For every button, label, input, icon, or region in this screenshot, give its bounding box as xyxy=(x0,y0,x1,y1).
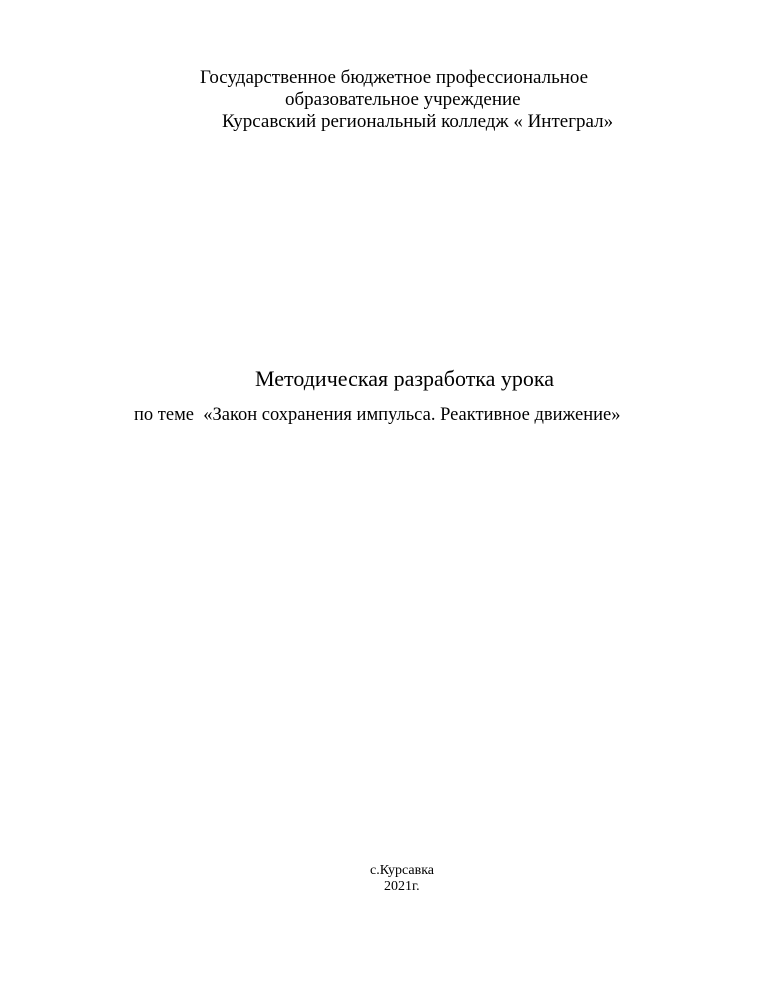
topic-text: «Закон сохранения импульса. Реактивное движение» xyxy=(203,405,621,425)
document-topic xyxy=(134,406,621,425)
institution-line-2: образовательное учреждение xyxy=(285,89,521,110)
topic-prefix: по теме xyxy=(134,405,194,425)
document-title: Методическая разработка урока xyxy=(255,366,555,391)
institution-line-3: Курсавский региональный колледж « Интеграл» xyxy=(222,111,614,132)
footer-place: с.Курсавка xyxy=(370,863,435,878)
footer-year: 2021г. xyxy=(384,879,420,894)
institution-line-1: Государственное бюджетное профессиональное xyxy=(200,67,589,88)
